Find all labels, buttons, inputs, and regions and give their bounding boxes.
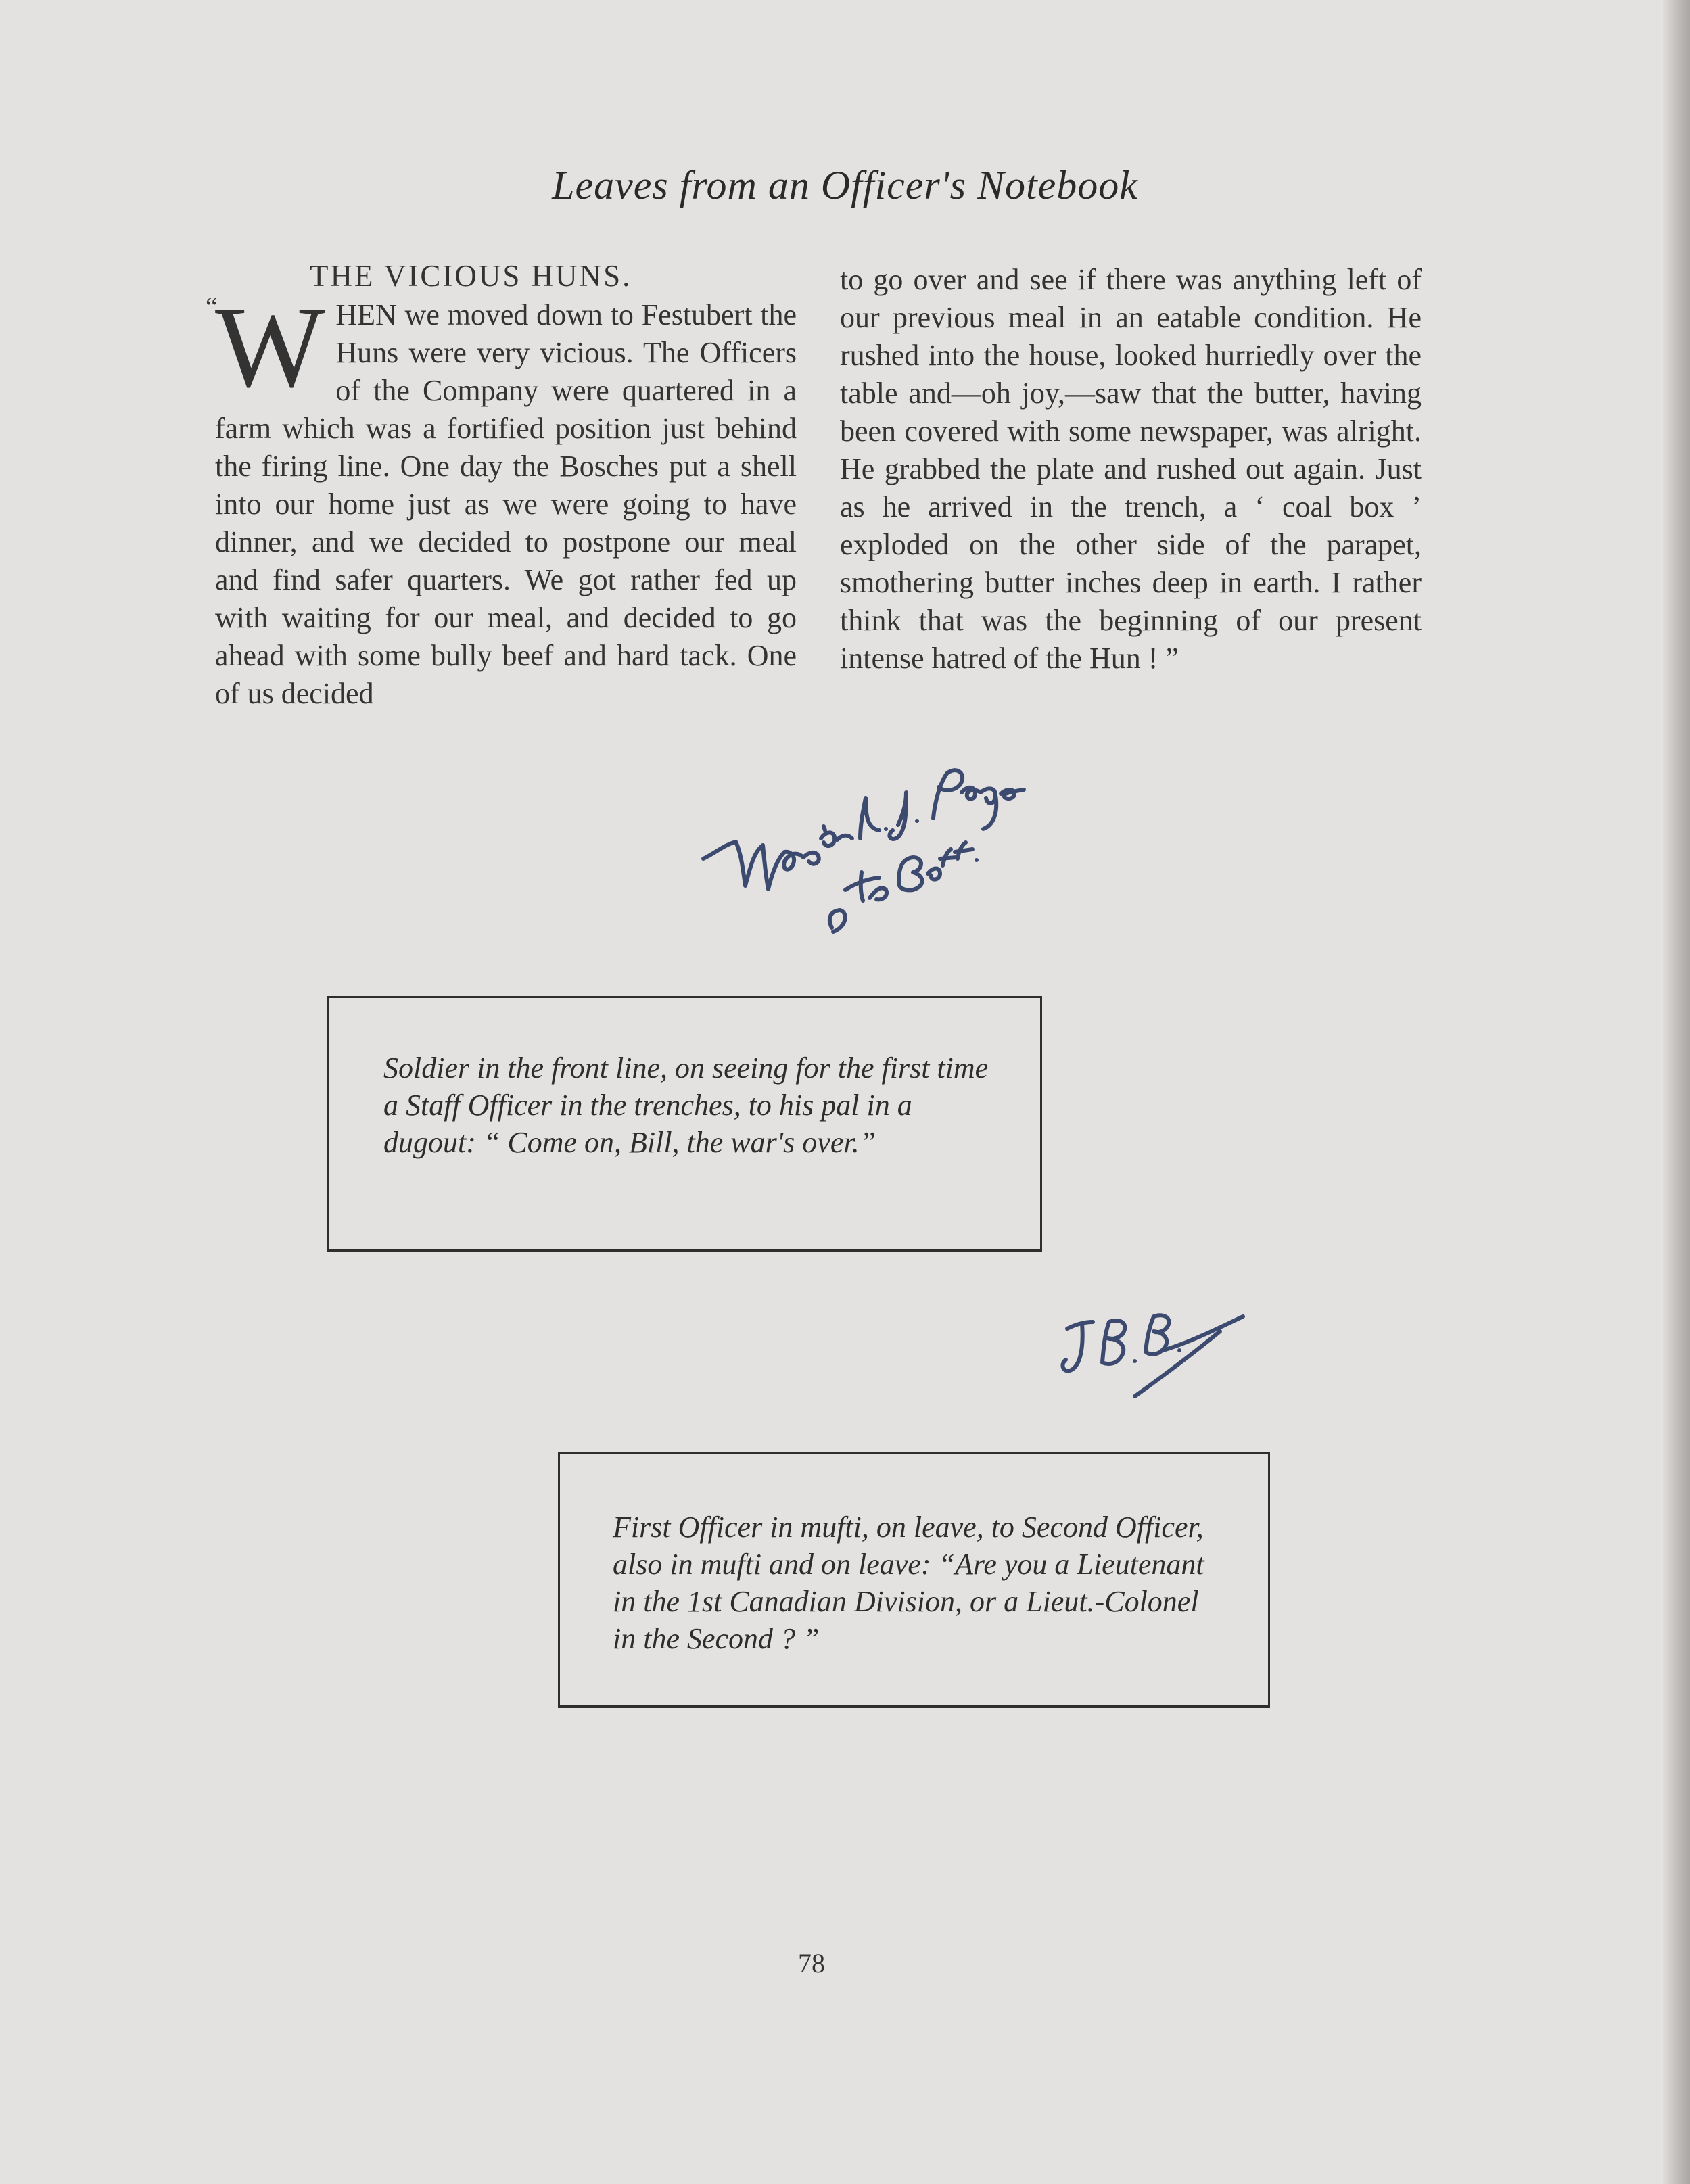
handwritten-signature <box>683 751 1129 953</box>
article-right-column <box>840 261 1422 678</box>
article-left-column <box>206 258 797 713</box>
article-right-text: to go over and see if there was anything left of our previous meal in an eatable condition. He rushed into the house, looked hurriedly over the table and—oh joy,—saw that the butter, having been covered with some newspaper, was alright. He grabbed the plate and rushed out again. Just as he arrived in the trench, a ‘ coal box ’ exploded on the other side of the parapet, smothering butter inches deep in earth. I rather think that was the beginning of our present intense hatred of the Hun ! ” <box>840 263 1422 675</box>
page-edge <box>1663 0 1690 2184</box>
joke-staff-officer-text: Soldier in the front line, on seeing for the first time a Staff Officer in the trenches, to his pal in a dugout: “ Come on, Bill, the war's over.” <box>383 1051 989 1159</box>
joke-box-mufti-officers <box>558 1452 1270 1708</box>
joke-box-staff-officer <box>327 996 1042 1252</box>
joke-mufti-officers-text: First Officer in mufti, on leave, to Second Officer, also in mufti and on leave: “Are you a Lieutenant in the 1st Canadian Division, or a Lieut.-Colonel in the Second ? ” <box>613 1511 1204 1655</box>
running-head: Leaves from an Officer's Notebook <box>552 163 1138 208</box>
page-number: 78 <box>798 1948 825 1978</box>
handwritten-initials <box>1055 1302 1258 1403</box>
opening-quote-mark: “ <box>206 291 218 322</box>
article-left-text: HEN we moved down to Festubert the Huns were very vicious. The Officers of the Company were quartered in a farm which was a fortified position just behind the firing line. One day the Bosches put a shell into our home just as we were going to have dinner, and we decided to postpone our meal and find safer quarters. We got rather fed up with waiting for our meal, and decided to go ahead with some bully beef and hard tack. One of us decided <box>215 298 797 710</box>
article-title: THE VICIOUS HUNS. <box>310 259 632 293</box>
drop-cap: W <box>215 283 325 412</box>
